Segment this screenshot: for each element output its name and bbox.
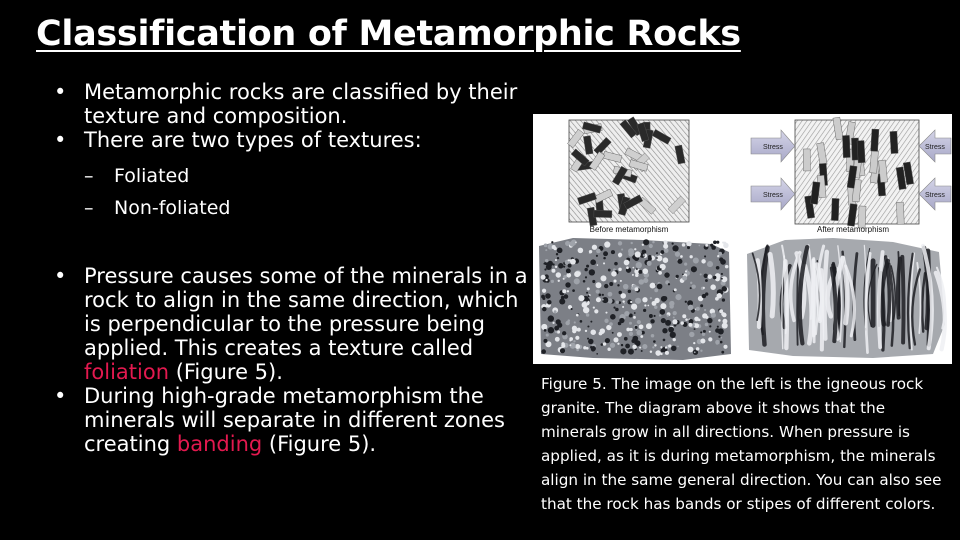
figure-5-image [533,114,952,364]
figure-5-svg [533,114,952,364]
bullet-text: There are two types of textures: [84,128,422,152]
stress-arrow-left-bottom [751,178,795,210]
after-label: After metamorphism [816,225,890,234]
stress-arrow-right-bottom [919,178,951,210]
slide-title: Classification of Metamorphic Rocks [36,14,741,54]
bullet-texture-types [54,128,530,152]
figure-caption: Figure 5. The image on the left is the igneous rock granite. The diagram above it shows that the minerals grow in all directions. When pressure is applied, as it is during metamorphism, the minerals align in the same general direction. You can also see that the rock has bands or stipes of different colors. [541,375,942,513]
slide-body [54,80,530,456]
bullet-text-end: (Figure 5). [169,360,283,384]
bullet-classification [54,80,530,128]
svg-text:Stress: Stress [763,192,783,199]
sub-bullet-non-foliated [54,192,530,224]
bullet-text: Metamorphic rocks are classified by their texture and composition. [84,80,518,128]
term-foliation: foliation [84,360,170,384]
sub-bullet-text: Foliated [114,165,190,187]
bullet-text: During high-grade metamorphism the minerals will separate in different zones creating [84,384,505,456]
dash-glyph: – [84,165,94,187]
bullet-pressure [54,264,530,384]
bullet-glyph: • [54,384,67,408]
bullet-text: Pressure causes some of the minerals in a rock to align in the same direction, which is perpendicular to the pressure being applied. This creates a texture called [84,264,528,360]
bullet-text-end: (Figure 5). [262,432,377,456]
gneiss-rock-photo [747,238,945,358]
bullet-high-grade [54,384,530,456]
granite-rock-photo [539,238,731,360]
svg-text:Stress: Stress [925,144,945,151]
after-metamorphism-diagram [795,117,919,234]
svg-text:Stress: Stress [763,144,783,151]
bullet-glyph: • [54,80,67,104]
before-metamorphism-diagram [567,117,689,234]
stress-arrow-left-top [751,130,795,162]
before-label: Before metamorphism [589,225,669,234]
term-banding: banding [176,432,263,456]
stress-arrow-right-top [919,130,951,162]
sub-bullet-foliated [54,160,530,192]
sub-bullet-text: Non-foliated [114,197,231,219]
bullet-glyph: • [54,128,67,152]
svg-text:Stress: Stress [925,192,945,199]
bullet-glyph: • [54,264,67,288]
dash-glyph: – [84,197,94,219]
